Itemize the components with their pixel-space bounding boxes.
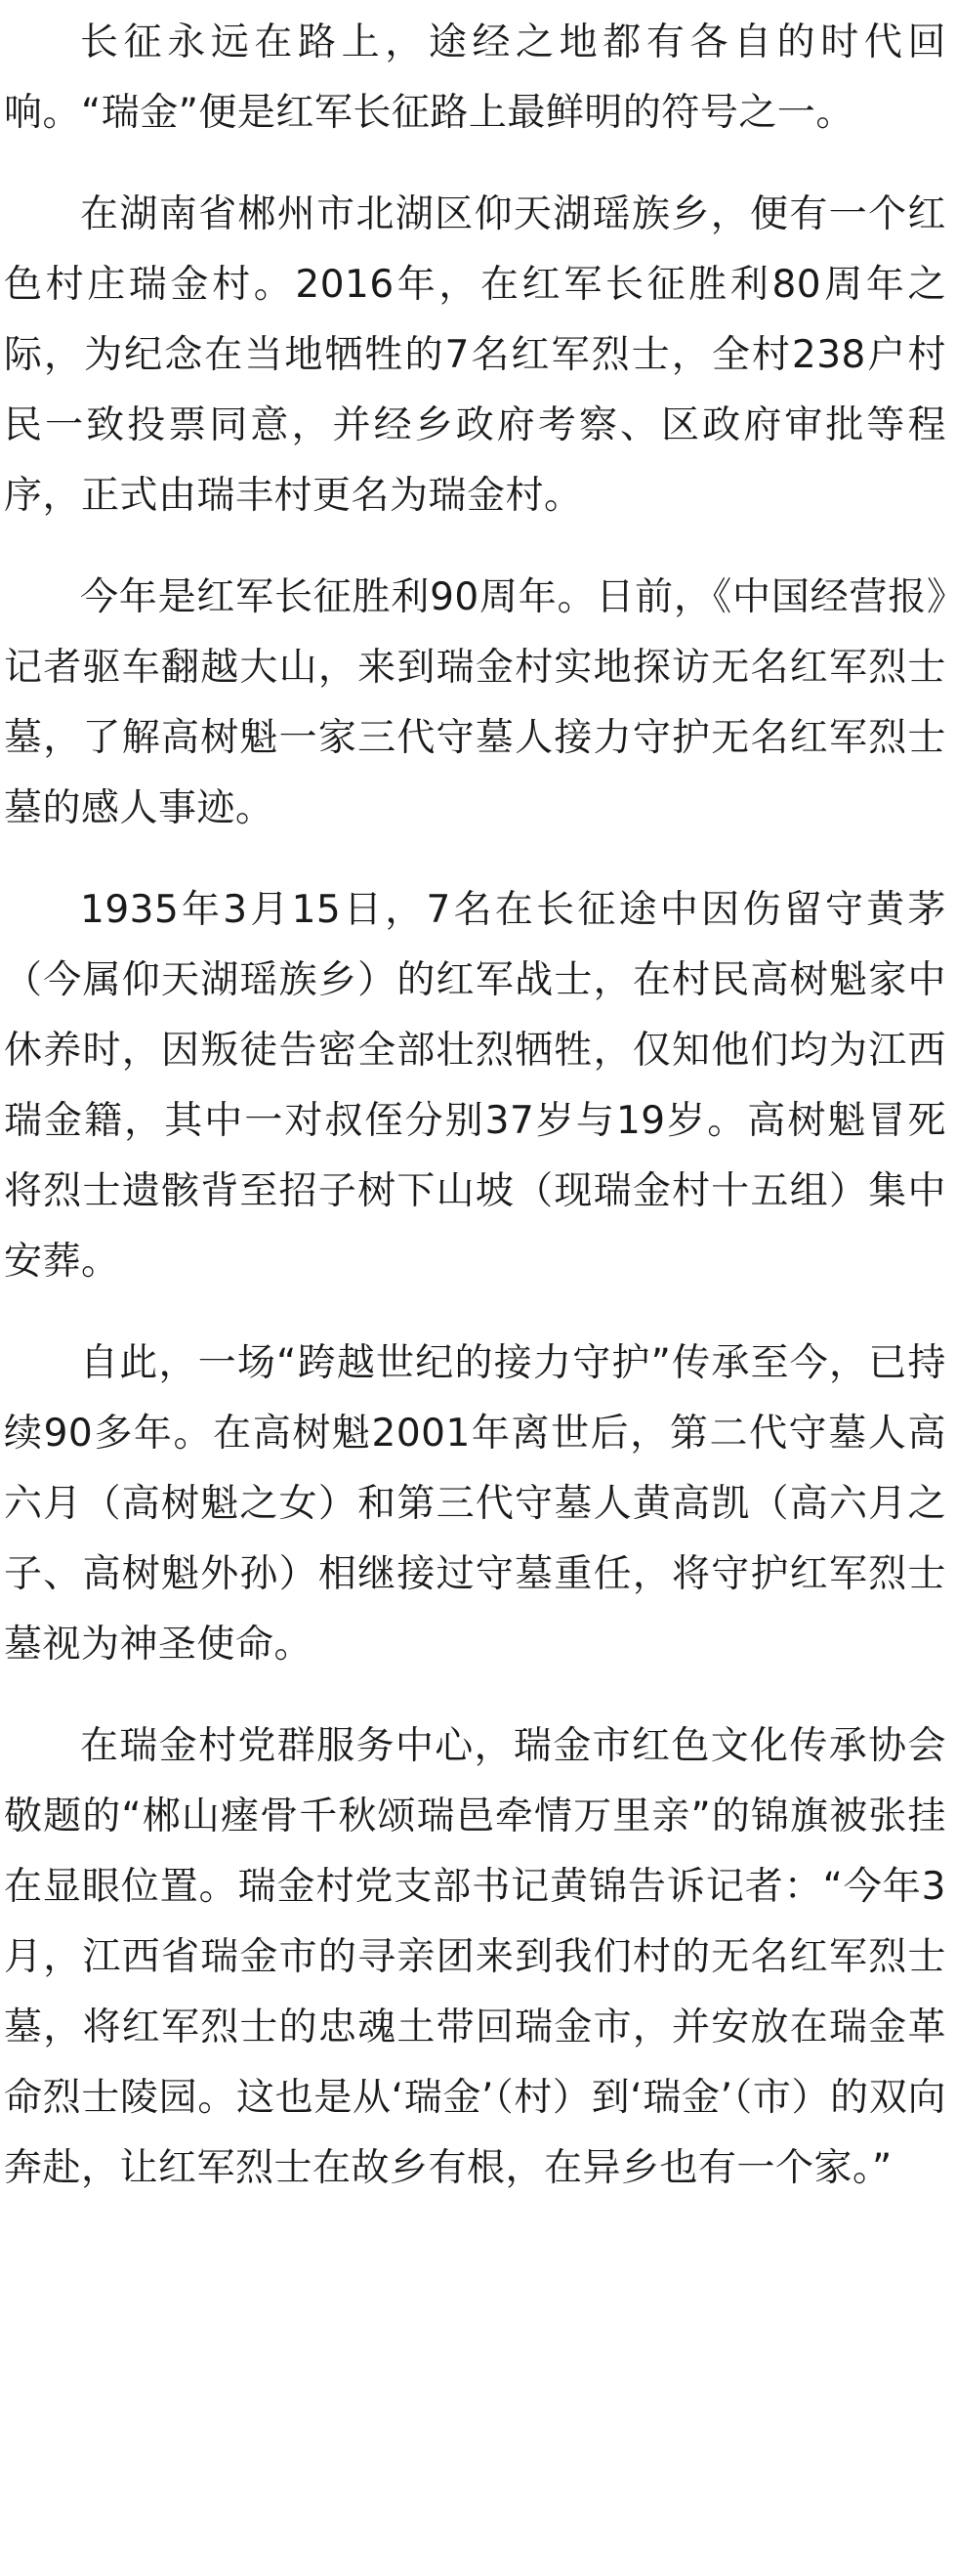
paragraph-1: 长征永远在路上，途经之地都有各自的时代回响。“瑞金”便是红军长征路上最鲜明的符号之一。: [4, 21, 946, 135]
paragraph-3: 今年是红军长征胜利90周年。日前，《中国经营报》记者驱车翻越大山，来到瑞金村实地探访无名红军烈士墓，了解高树魁一家三代守墓人接力守护无名红军烈士墓的感人事迹。: [4, 575, 946, 830]
paragraph-2: 在湖南省郴州市北湖区仰天湖瑶族乡，便有一个红色村庄瑞金村。2016年，在红军长征胜利80周年之际，为纪念在当地牺牲的7名红军烈士，全村238户村民一致投票同意，并经乡政府考察、区政府审批等程序，正式由瑞丰村更名为瑞金村。: [4, 192, 946, 518]
paragraph-4: 1935年3月15日，7名在长征途中因伤留守黄茅（今属仰天湖瑶族乡）的红军战士，在村民高树魁家中休养时，因叛徒告密全部壮烈牺牲，仅知他们均为江西瑞金籍，其中一对叔侄分别37岁与19岁。高树魁冒死将烈士遗骸背至招子树下山坡（现瑞金村十五组）集中安葬。: [4, 888, 946, 1284]
paragraph-5: 自此，一场“跨越世纪的接力守护”传承至今，已持续90多年。在高树魁2001年离世后，第二代守墓人高六月（高树魁之女）和第三代守墓人黄高凯（高六月之子、高树魁外孙）相继接过守墓重任，将守护红军烈士墓视为神圣使命。: [4, 1341, 946, 1667]
paragraph-6: 在瑞金村党群服务中心，瑞金市红色文化传承协会敬题的“郴山瘗骨千秋颂瑞邑牵情万里亲”的锦旗被张挂在显眼位置。瑞金村党支部书记黄锦告诉记者：“今年3月，江西省瑞金市的寻亲团来到我们村的无名红军烈士墓，将红军烈士的忠魂土带回瑞金市，并安放在瑞金革命烈士陵园。这也是从‘瑞金’（村）到‘瑞金’（市）的双向奔赴，让红军烈士在故乡有根，在异乡也有一个家。”: [4, 1724, 946, 2190]
